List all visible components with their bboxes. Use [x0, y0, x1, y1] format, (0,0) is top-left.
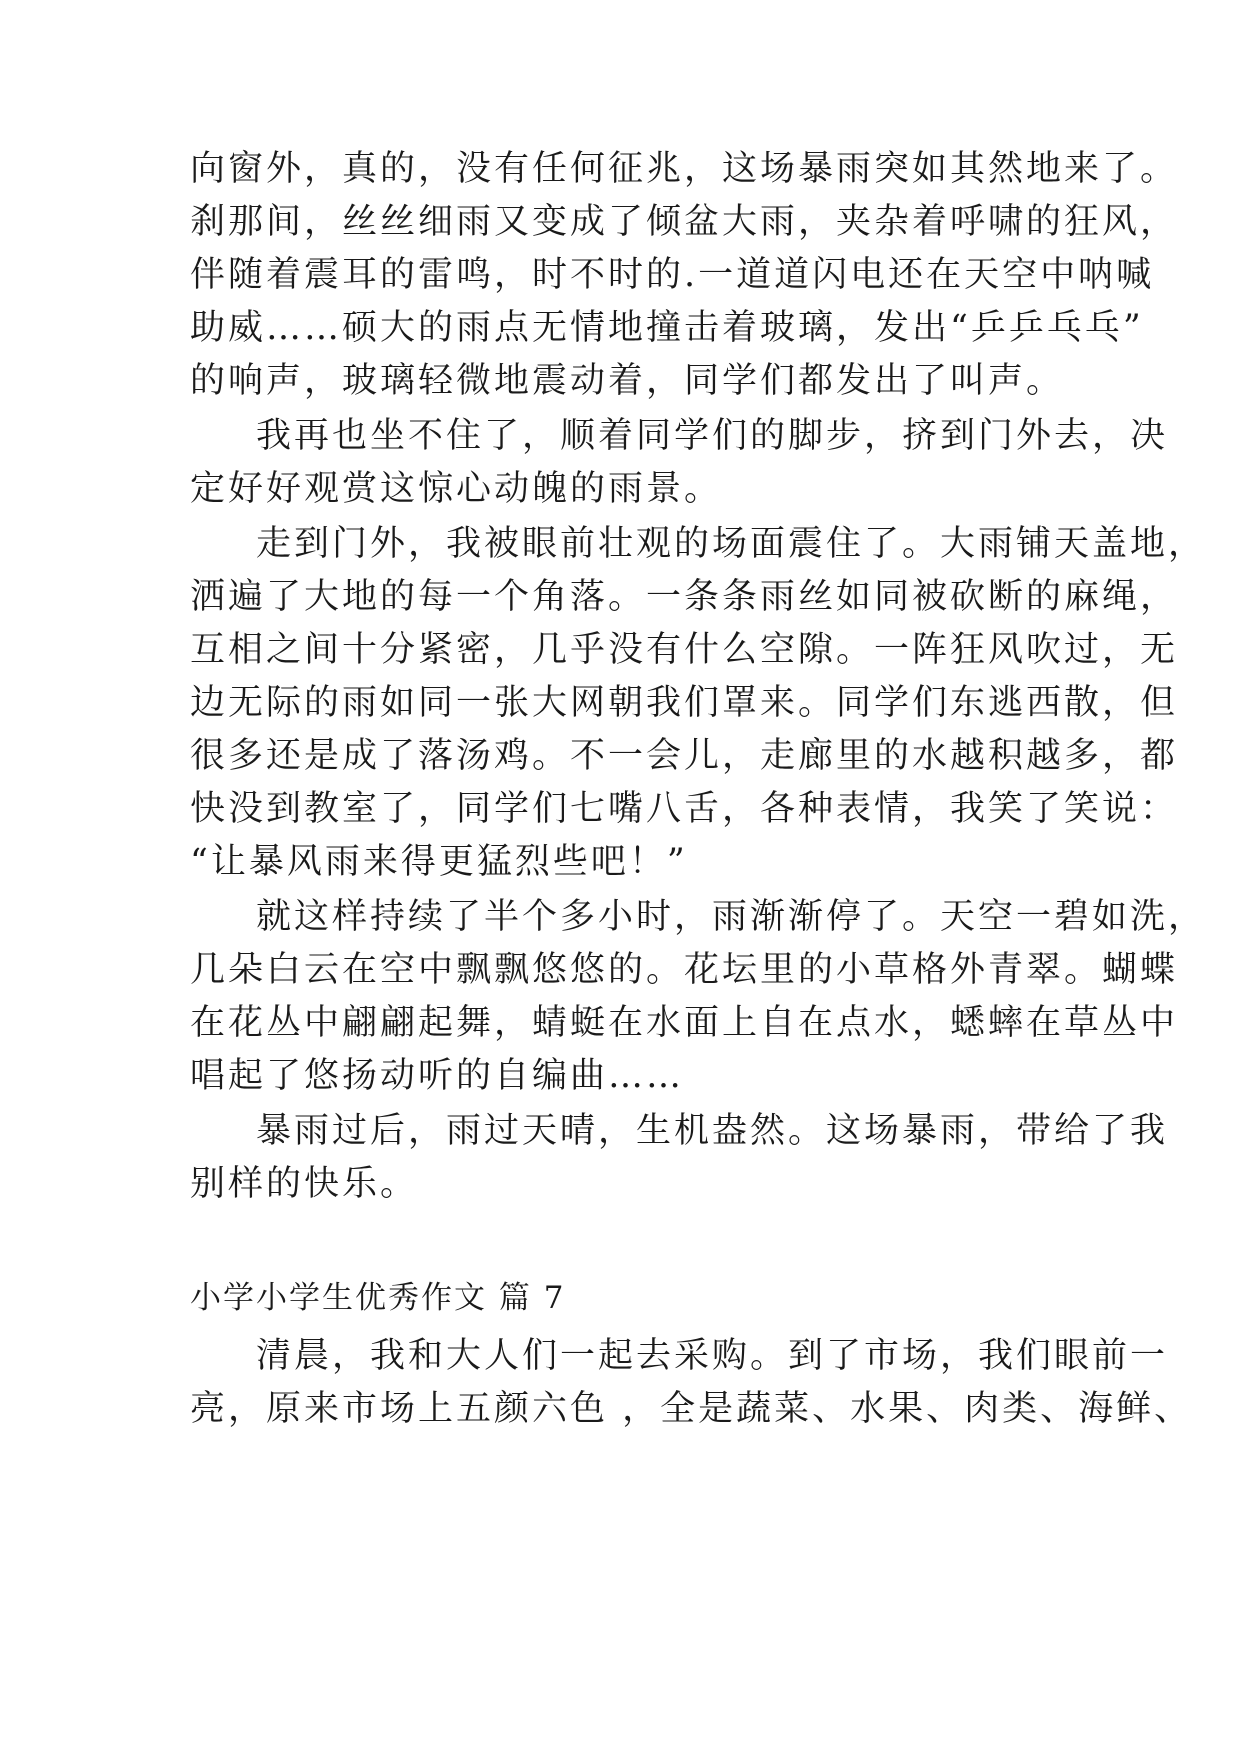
text-line: 洒遍了大地的每一个角落。一条条雨丝如同被砍断的麻绳， [190, 577, 1179, 617]
text-line: 互相之间十分紧密，几乎没有什么空隙。一阵狂风吹过，无 [190, 630, 1179, 670]
text-line: 在花丛中翩翩起舞，蜻蜓在水面上自在点水，蟋蟀在草丛中 [190, 1003, 1179, 1043]
text-line: 几朵白云在空中飘飘悠悠的。花坛里的小草格外青翠。蝴蝶 [190, 950, 1179, 990]
text-line: 的响声，玻璃轻微地震动着，同学们都发出了叫声。 [190, 361, 1065, 401]
section-heading: 小学小学生优秀作文 篇 7 [190, 1280, 566, 1316]
text-line: 暴雨过后，雨过天晴，生机盎然。这场暴雨，带给了我 [256, 1111, 1169, 1151]
text-line: 伴随着震耳的雷鸣，时不时的.一道道闪电还在天空中呐喊 [190, 255, 1155, 295]
text-line: 向窗外，真的，没有任何征兆，这场暴雨突如其然地来了。 [190, 149, 1179, 189]
text-line: 定好好观赏这惊心动魄的雨景。 [190, 469, 723, 509]
text-line: 刹那间，丝丝细雨又变成了倾盆大雨，夹杂着呼啸的狂风， [190, 202, 1179, 242]
text-line: 走到门外，我被眼前壮观的场面震住了。大雨铺天盖地， [256, 524, 1207, 564]
text-line: 就这样持续了半个多小时，雨渐渐停了。天空一碧如洗， [256, 897, 1207, 937]
text-line: 助威……硕大的雨点无情地撞击着玻璃，发出“乒乒乓乓” [190, 308, 1144, 348]
text-line: 别样的快乐。 [190, 1164, 419, 1204]
text-line: “让暴风雨来得更猛烈些吧！” [190, 842, 688, 882]
text-line: 唱起了悠扬动听的自编曲…… [190, 1056, 685, 1096]
text-line: 我再也坐不住了，顺着同学们的脚步，挤到门外去，决 [256, 416, 1169, 456]
text-line: 清晨，我和大人们一起去采购。到了市场，我们眼前一 [256, 1336, 1169, 1376]
text-line: 很多还是成了落汤鸡。不一会儿，走廊里的水越积越多，都 [190, 736, 1179, 776]
text-line: 边无际的雨如同一张大网朝我们罩来。同学们东逃西散，但 [190, 683, 1179, 723]
text-line: 快没到教室了，同学们七嘴八舌，各种表情，我笑了笑说： [190, 789, 1179, 829]
text-line: 亮，原来市场上五颜六色 ，全是蔬菜、水果、肉类、海鲜、 [190, 1389, 1193, 1429]
